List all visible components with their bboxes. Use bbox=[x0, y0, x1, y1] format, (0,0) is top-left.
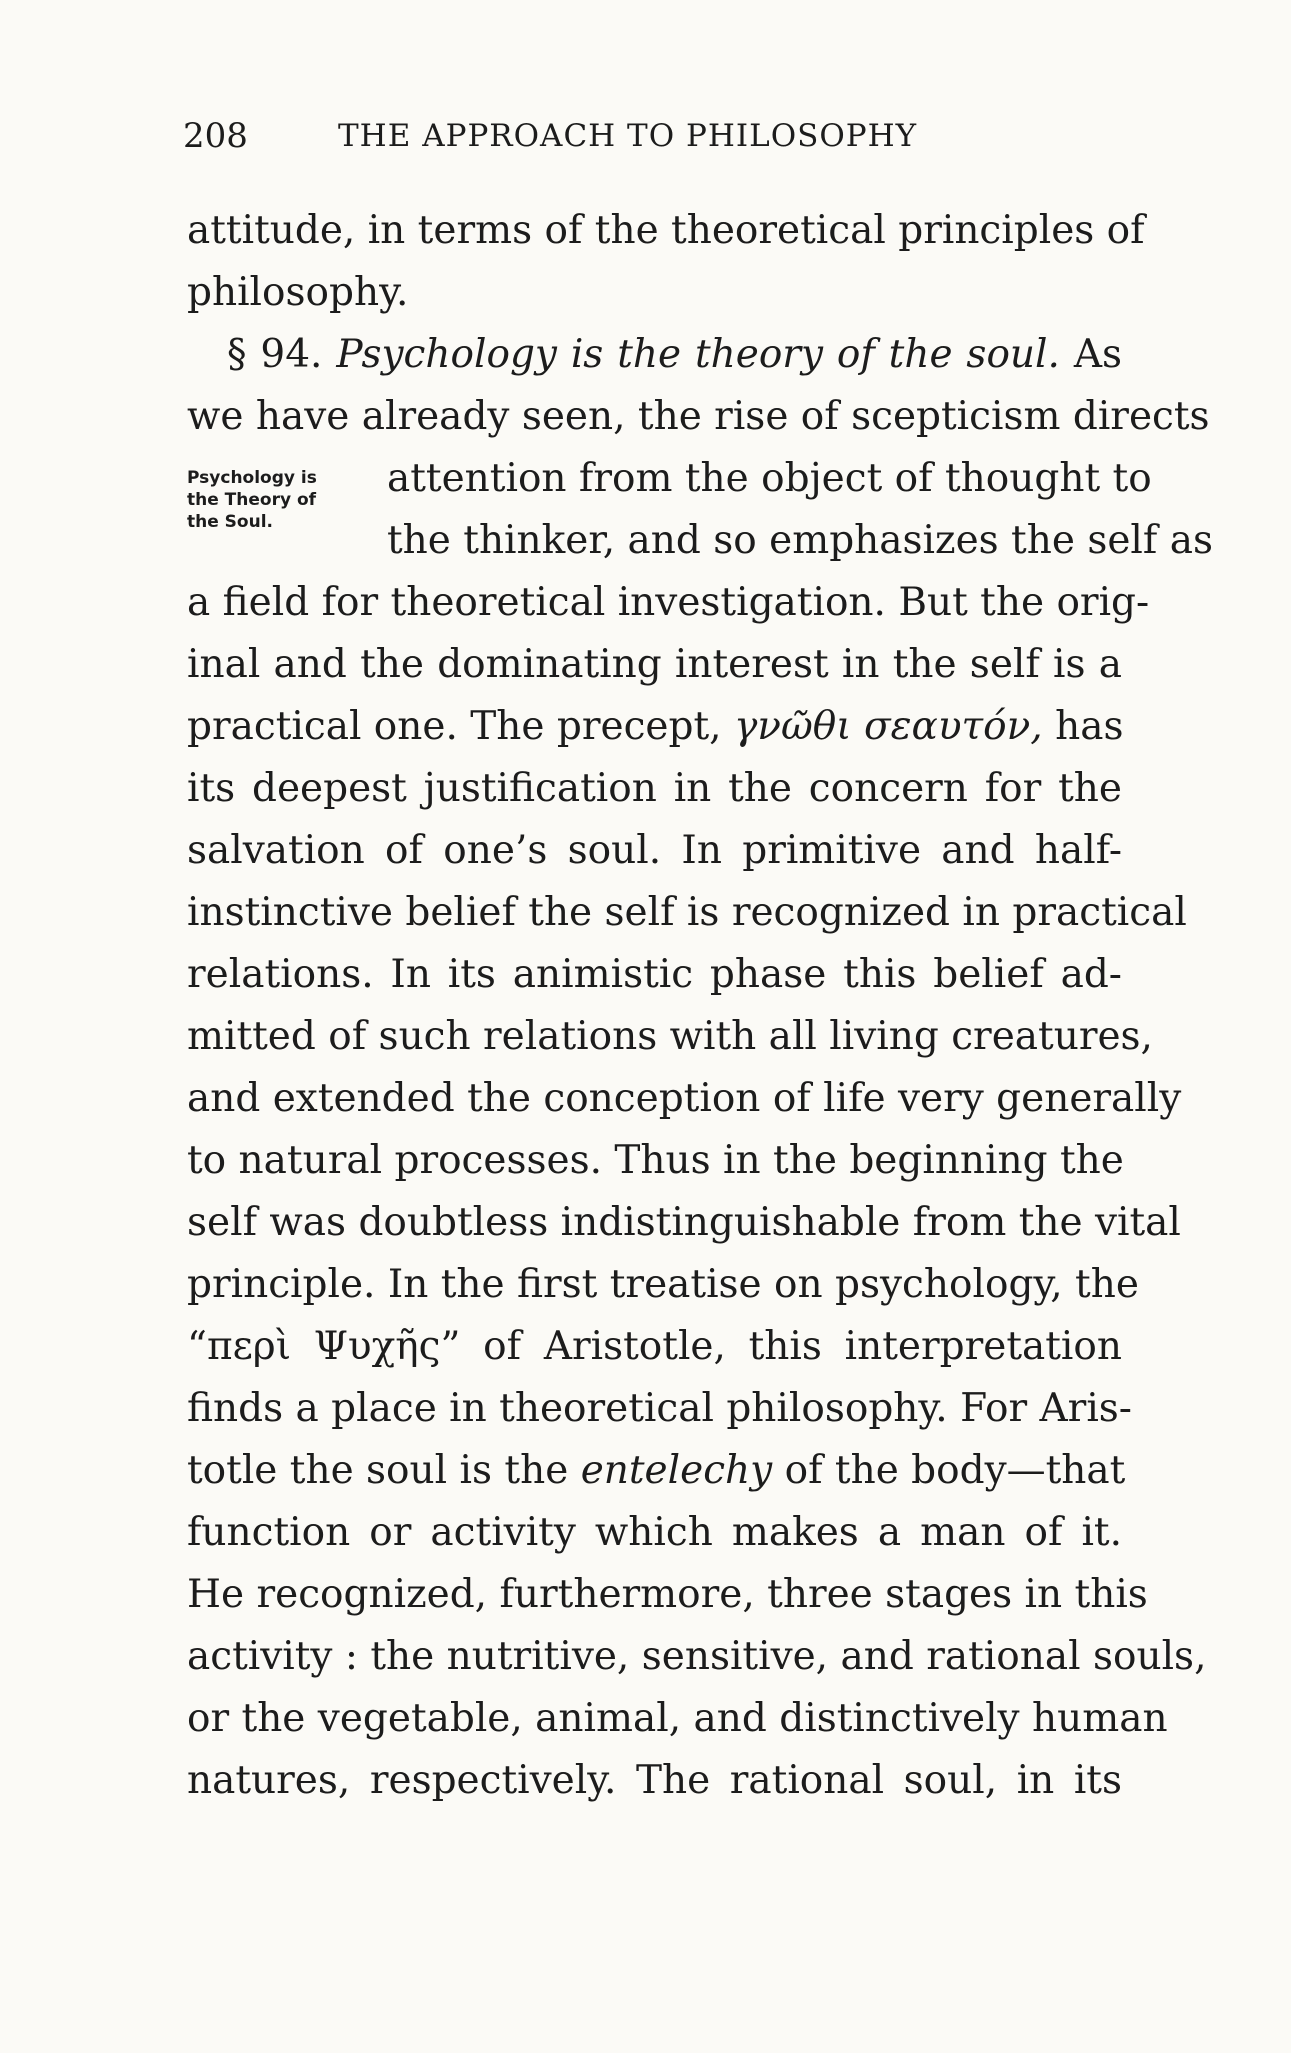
text-line: function or activity which makes a man of it. bbox=[187, 1510, 1122, 1555]
margin-note-line: the Theory of bbox=[187, 490, 317, 510]
margin-note-line: Psychology is bbox=[187, 468, 317, 488]
text-fragment: of the body—that bbox=[784, 1448, 1126, 1493]
greek-phrase: γνῶθι σεαυτόν, bbox=[733, 704, 1043, 749]
text-line: its deepest justification in the concern for the bbox=[187, 766, 1122, 811]
text-line-greek bbox=[187, 696, 1122, 758]
text-line: self was doubtless indistinguishable from the vital bbox=[187, 1200, 1181, 1245]
text-line: “περὶ Ψυχῆς” of Aristotle, this interpretation bbox=[187, 1324, 1122, 1369]
text-line: attention from the object of thought to bbox=[387, 456, 1152, 501]
text-line: a field for theoretical investigation. But the orig- bbox=[187, 580, 1150, 625]
text-line: or the vegetable, animal, and distinctively human bbox=[187, 1696, 1168, 1741]
text-line: principle. In the first treatise on psychology, the bbox=[187, 1262, 1139, 1307]
running-head: THE APPROACH TO PHILOSOPHY bbox=[338, 118, 918, 154]
text-line: to natural processes. Thus in the beginning the bbox=[187, 1138, 1124, 1183]
margin-note-line: the Soul. bbox=[187, 512, 273, 532]
text-line: natures, respectively. The rational soul, in its bbox=[187, 1758, 1122, 1803]
text-fragment: totle the soul is the bbox=[187, 1448, 569, 1493]
text-fragment: has bbox=[1055, 704, 1124, 749]
text-line: inal and the dominating interest in the self is a bbox=[187, 642, 1122, 687]
text-line: finds a place in theoretical philosophy. For Aris- bbox=[187, 1386, 1132, 1431]
section-heading-line bbox=[187, 324, 1122, 386]
text-line: relations. In its animistic phase this belief ad- bbox=[187, 952, 1122, 997]
section-title: Psychology is the theory of the soul. bbox=[336, 332, 1060, 377]
text-line: He recognized, furthermore, three stages in this bbox=[187, 1572, 1148, 1617]
text-fragment: practical one. The precept, bbox=[187, 704, 722, 749]
page-number: 208 bbox=[183, 116, 248, 156]
text-fragment: As bbox=[1073, 332, 1122, 377]
text-line: activity : the nutritive, sensitive, and rational souls, bbox=[187, 1634, 1207, 1679]
body-text bbox=[187, 200, 1213, 1812]
text-line: mitted of such relations with all living creatures, bbox=[187, 1014, 1153, 1059]
text-line: instinctive belief the self is recognized in practical bbox=[187, 890, 1187, 935]
page-header bbox=[183, 116, 1118, 176]
italic-term: entelechy bbox=[580, 1448, 773, 1493]
text-line: we have already seen, the rise of scepticism directs bbox=[187, 394, 1210, 439]
text-line: the thinker, and so emphasizes the self as bbox=[387, 518, 1213, 563]
text-line: and extended the conception of life very generally bbox=[187, 1076, 1182, 1121]
text-line: salvation of one’s soul. In primitive and half- bbox=[187, 828, 1122, 873]
text-line: attitude, in terms of the theoretical principles of bbox=[187, 208, 1145, 253]
text-line: philosophy. bbox=[187, 270, 409, 315]
section-number: § 94. bbox=[227, 332, 323, 377]
text-line-italic bbox=[187, 1440, 1126, 1502]
